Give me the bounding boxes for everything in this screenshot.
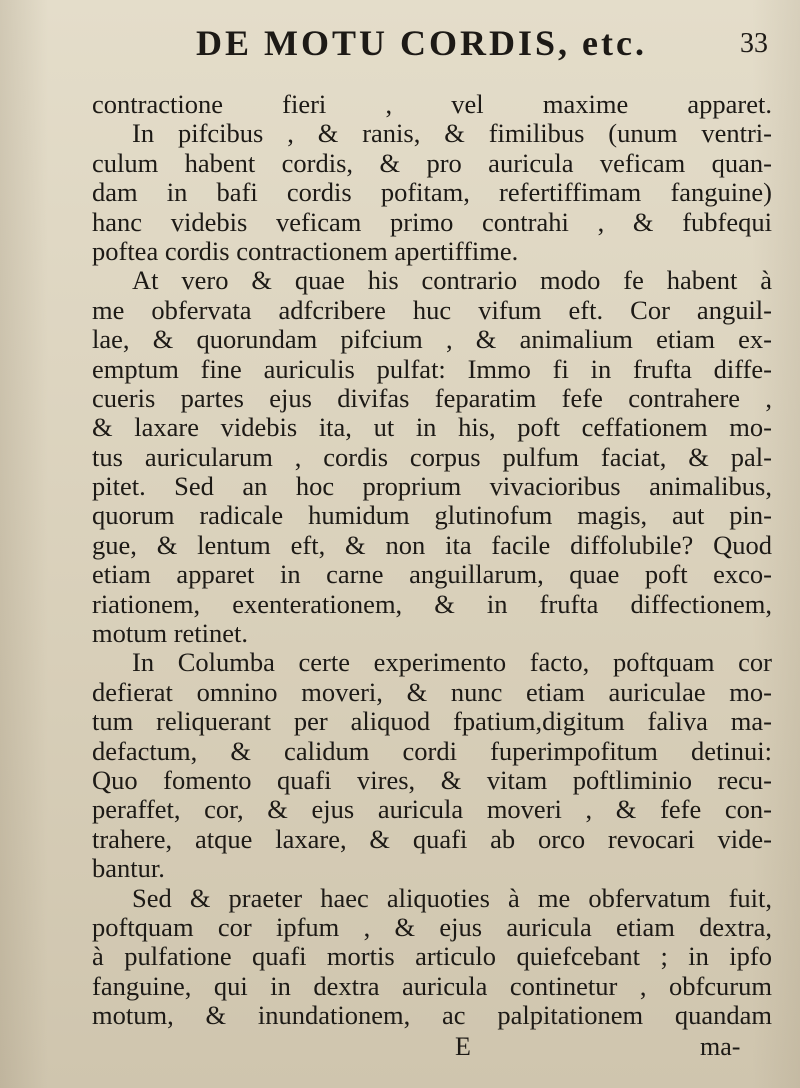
text-line: peraffet, cor, & ejus auricula moveri , & fefe con- xyxy=(92,795,772,825)
text-line: bantur. xyxy=(92,854,165,884)
text-line: motum, & inundationem, ac palpitationem quandam xyxy=(92,1001,772,1031)
text-line: lae, & quorundam pifcium , & animalium etiam ex- xyxy=(92,325,772,355)
text-line: riationem, exenterationem, & in frufta diffectionem, xyxy=(92,589,772,619)
text-line: & laxare videbis ita, ut in his, poft ceffationem mo- xyxy=(92,413,772,443)
text-line: à pulfatione quafi mortis articulo quiefcebant ; in ipfo xyxy=(92,942,772,972)
text-line: etiam apparet in carne anguillarum, quae poft exco- xyxy=(92,560,772,590)
text-line: emptum fine auriculis pulfat: Immo fi in frufta diffe- xyxy=(92,354,772,384)
running-head xyxy=(0,22,800,78)
text-line: culum habent cordis, & pro auricula veficam quan- xyxy=(92,148,772,178)
text-line: hanc videbis veficam primo contrahi , & fubfequi xyxy=(92,207,772,237)
catchword: ma- xyxy=(700,1032,741,1061)
text-line: contractione fieri , vel maxime apparet. xyxy=(92,90,772,119)
text-line: poftquam cor ipfum , & ejus auricula etiam dextra, xyxy=(92,912,772,942)
page-footer xyxy=(0,1032,800,1068)
text-line: In Columba certe experimento facto, poftquam cor xyxy=(132,648,772,678)
text-line: At vero & quae his contrario modo fe habent à xyxy=(132,266,772,296)
text-line: defactum, & calidum cordi fuperimpofitum detinui: xyxy=(92,736,772,766)
text-line: dam in bafi cordis pofitam, refertiffimam fanguine) xyxy=(92,178,772,208)
text-line: defierat omnino moveri, & nunc etiam auriculae mo- xyxy=(92,677,772,707)
text-line: fanguine, qui in dextra auricula continetur , obfcurum xyxy=(92,971,772,1001)
text-line: pitet. Sed an hoc proprium vivacioribus animalibus, xyxy=(92,472,772,502)
text-line: cueris partes ejus divifas feparatim fefe contrahere , xyxy=(92,383,772,413)
text-line: tus auricularum , cordis corpus pulfum faciat, & pal- xyxy=(92,442,772,472)
text-line: trahere, atque laxare, & quafi ab orco revocari vide- xyxy=(92,824,772,854)
text-line: motum retinet. xyxy=(92,619,249,649)
text-line: In pifcibus , & ranis, & fimilibus (unum ventri- xyxy=(132,119,772,149)
text-line: tum reliquerant per aliquod fpatium,digitum faliva ma- xyxy=(92,707,772,737)
text-line: me obfervata adfcribere huc vifum eft. Cor anguil- xyxy=(92,295,772,325)
page-number: 33 xyxy=(740,28,768,59)
text-line: gue, & lentum eft, & non ita facile diffolubile? Quod xyxy=(92,530,772,560)
text-line: Sed & praeter haec aliquoties à me obfervatum fuit, xyxy=(132,883,772,913)
text-line: quorum radicale humidum glutinofum magis, aut pin- xyxy=(92,501,772,531)
body-text xyxy=(92,90,772,1031)
text-line: poftea cordis contractionem apertiffime. xyxy=(92,236,519,266)
signature-mark: E xyxy=(455,1032,471,1061)
running-title: DE MOTU CORDIS, etc. xyxy=(196,23,647,63)
text-line: Quo fomento quafi vires, & vitam poftliminio recu- xyxy=(92,765,772,795)
